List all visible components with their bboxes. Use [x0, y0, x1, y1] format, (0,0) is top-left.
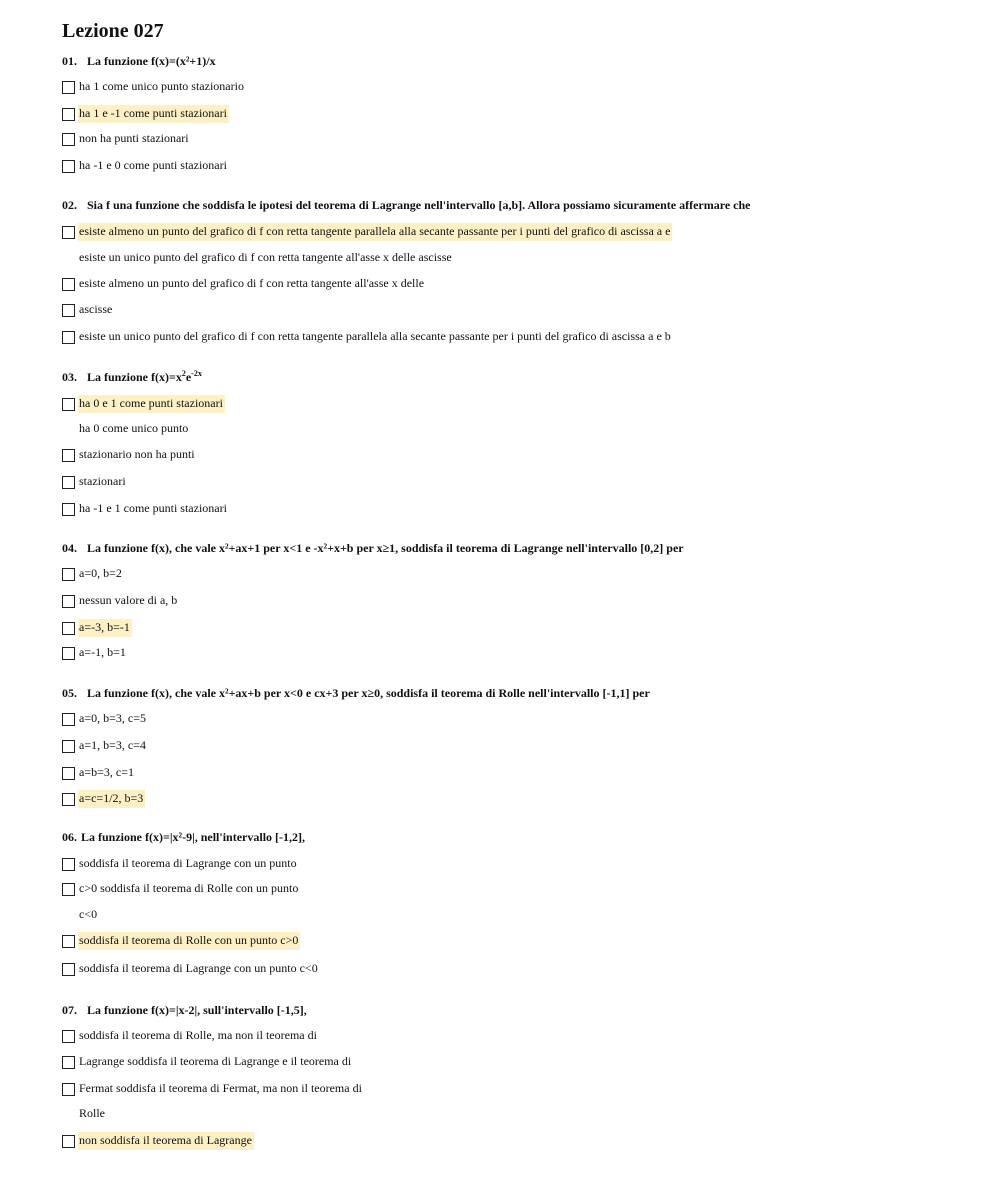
option-text: a=-1, b=1	[79, 645, 126, 659]
option-text: a=b=3, c=1	[79, 765, 134, 779]
option-text-correct: esiste almeno un punto del grafico di f con retta tangente parallela alla secante passante per i punti del grafico di ascissa a e	[78, 223, 672, 241]
option-03-a[interactable]	[62, 395, 225, 413]
option-text-correct: soddisfa il teorema di Rolle con un punto c>0	[78, 932, 300, 950]
option-01-d[interactable]	[62, 157, 229, 175]
question-03	[62, 370, 202, 385]
checkbox[interactable]	[62, 858, 75, 871]
option-text-correct: non soddisfa il teorema di Lagrange	[78, 1132, 254, 1150]
option-text: soddisfa il teorema di Rolle, ma non il teorema di	[79, 1028, 317, 1042]
question-text: La funzione f(x), che vale x²+ax+b per x<0 e cx+3 per x≥0, soddisfa il teorema di Rolle nell'intervallo [-1,1] per	[87, 686, 650, 700]
checkbox[interactable]	[62, 767, 75, 780]
page-title: Lezione 027	[62, 20, 164, 42]
option-text: Rolle	[79, 1106, 105, 1120]
option-text: stazionari	[79, 474, 126, 488]
option-01-c[interactable]	[62, 130, 191, 148]
option-text: a=0, b=3, c=5	[79, 711, 146, 725]
option-text-correct: a=c=1/2, b=3	[78, 790, 145, 808]
checkbox[interactable]	[62, 568, 75, 581]
option-text-correct: a=-3, b=-1	[78, 619, 132, 637]
question-text: La funzione f(x)=|x-2|, sull'intervallo [-1,5],	[87, 1003, 307, 1017]
checkbox[interactable]	[62, 278, 75, 291]
question-number: 05.	[62, 686, 77, 700]
option-05-b[interactable]	[62, 737, 148, 755]
option-03-e[interactable]	[62, 500, 229, 518]
question-number: 04.	[62, 541, 77, 555]
option-text: ha -1 e 0 come punti stazionari	[79, 158, 227, 172]
checkbox[interactable]	[62, 133, 75, 146]
option-02-c[interactable]	[62, 275, 426, 293]
question-04	[62, 541, 684, 556]
question-07	[62, 1003, 307, 1018]
option-text: ha 0 come unico punto	[79, 421, 189, 435]
checkbox[interactable]	[62, 398, 75, 411]
option-07-c[interactable]	[62, 1080, 364, 1098]
option-05-a[interactable]	[62, 710, 148, 728]
question-number: 02.	[62, 198, 77, 212]
checkbox[interactable]	[62, 963, 75, 976]
question-05	[62, 686, 650, 701]
option-06-a[interactable]	[62, 855, 299, 873]
option-text: c<0	[79, 907, 98, 921]
question-number: 06.	[62, 830, 77, 844]
checkbox[interactable]	[62, 160, 75, 173]
option-text: soddisfa il teorema di Lagrange con un punto c<0	[79, 961, 318, 975]
question-02	[62, 198, 751, 213]
question-01	[62, 54, 216, 69]
option-04-b[interactable]	[62, 592, 179, 610]
checkbox[interactable]	[62, 1135, 75, 1148]
checkbox[interactable]	[62, 331, 75, 344]
option-05-d[interactable]	[62, 790, 145, 808]
checkbox[interactable]	[62, 226, 75, 239]
checkbox[interactable]	[62, 1056, 75, 1069]
option-02-e[interactable]	[62, 328, 673, 346]
question-text: La funzione f(x)=(x²+1)/x	[87, 54, 216, 68]
question-text: Sia f una funzione che soddisfa le ipotesi del teorema di Lagrange nell'intervallo [a,b]. Allora possiamo sicuramente affermare che	[87, 198, 751, 212]
option-text: non ha punti stazionari	[79, 131, 189, 145]
option-06-c	[62, 906, 99, 924]
option-text: nessun valore di a, b	[79, 593, 178, 607]
option-07-e[interactable]	[62, 1132, 254, 1150]
question-number: 07.	[62, 1003, 77, 1017]
question-superscript: 2	[181, 369, 186, 378]
option-text: Lagrange soddisfa il teorema di Lagrange e il teorema di	[79, 1054, 352, 1068]
option-text: esiste almeno un punto del grafico di f con retta tangente all'asse x delle	[79, 276, 425, 290]
checkbox[interactable]	[62, 1030, 75, 1043]
option-04-a[interactable]	[62, 565, 124, 583]
checkbox[interactable]	[62, 449, 75, 462]
question-text: La funzione f(x)=|x²-9|, nell'intervallo [-1,2],	[81, 830, 306, 844]
checkbox[interactable]	[62, 793, 75, 806]
question-text-cont: e	[185, 370, 192, 384]
option-06-e[interactable]	[62, 960, 320, 978]
checkbox[interactable]	[62, 740, 75, 753]
checkbox[interactable]	[62, 883, 75, 896]
option-04-d[interactable]	[62, 644, 128, 662]
option-06-b[interactable]	[62, 880, 300, 898]
checkbox[interactable]	[62, 476, 75, 489]
option-04-c[interactable]	[62, 619, 132, 637]
question-superscript: -2x	[191, 369, 202, 378]
option-text-correct: ha 0 e 1 come punti stazionari	[78, 395, 225, 413]
checkbox[interactable]	[62, 1083, 75, 1096]
option-03-b	[62, 420, 190, 438]
checkbox[interactable]	[62, 108, 75, 121]
option-07-a[interactable]	[62, 1027, 319, 1045]
checkbox[interactable]	[62, 622, 75, 635]
option-03-c[interactable]	[62, 446, 197, 464]
option-02-b	[62, 249, 454, 267]
checkbox[interactable]	[62, 647, 75, 660]
option-02-d[interactable]	[62, 301, 114, 319]
option-text: c>0 soddisfa il teorema di Rolle con un punto	[79, 881, 299, 895]
question-number: 01.	[62, 54, 77, 68]
option-text: ha -1 e 1 come punti stazionari	[79, 501, 227, 515]
option-text: soddisfa il teorema di Lagrange con un punto	[79, 856, 297, 870]
option-05-c[interactable]	[62, 764, 136, 782]
option-text: ha 1 come unico punto stazionario	[79, 79, 244, 93]
option-06-d[interactable]	[62, 932, 300, 950]
checkbox[interactable]	[62, 713, 75, 726]
checkbox[interactable]	[62, 81, 75, 94]
checkbox[interactable]	[62, 595, 75, 608]
option-01-b[interactable]	[62, 105, 229, 123]
checkbox[interactable]	[62, 304, 75, 317]
question-text: La funzione f(x)=x	[87, 370, 182, 384]
checkbox[interactable]	[62, 935, 75, 948]
option-07-d	[62, 1105, 107, 1123]
option-text: esiste un unico punto del grafico di f con retta tangente all'asse x delle ascisse	[79, 250, 452, 264]
option-07-b[interactable]	[62, 1053, 353, 1071]
option-text: ascisse	[79, 302, 113, 316]
checkbox[interactable]	[62, 503, 75, 516]
question-number: 03.	[62, 370, 77, 384]
question-06	[62, 830, 305, 845]
option-text: a=1, b=3, c=4	[79, 738, 146, 752]
option-03-d[interactable]	[62, 473, 128, 491]
option-text: esiste un unico punto del grafico di f con retta tangente parallela alla secante passante per i punti del grafico di ascissa a e b	[79, 329, 671, 343]
option-01-a[interactable]	[62, 78, 246, 96]
option-02-a[interactable]	[62, 223, 672, 241]
option-text: a=0, b=2	[79, 566, 122, 580]
option-text: stazionario non ha punti	[79, 447, 195, 461]
option-text: Fermat soddisfa il teorema di Fermat, ma non il teorema di	[79, 1081, 362, 1095]
question-text: La funzione f(x), che vale x²+ax+1 per x<1 e -x²+x+b per x≥1, soddisfa il teorema di Lagrange nell'intervallo [0,2] per	[87, 541, 684, 555]
option-text-correct: ha 1 e -1 come punti stazionari	[78, 105, 229, 123]
